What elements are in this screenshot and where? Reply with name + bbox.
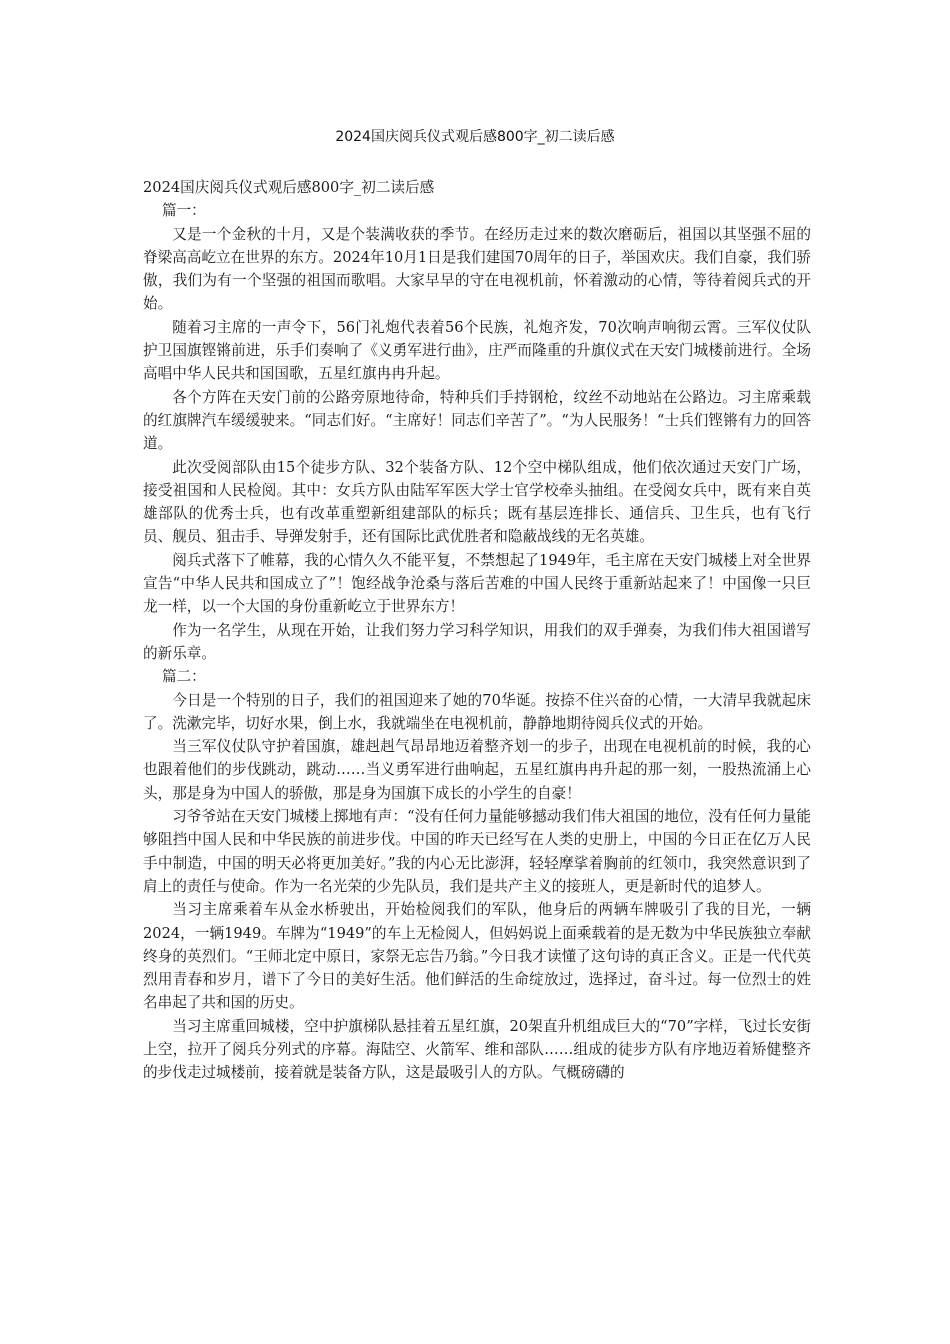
document-body	[143, 176, 811, 1085]
paragraph: 阅兵式落下了帷幕，我的心情久久不能平复，不禁想起了1949年，毛主席在天安门城楼上对全世界宣告“中华人民共和国成立了”！饱经战争沧桑与落后苦难的中国人民终于重新站起来了！中国像一只巨龙一样，以一个大国的身份重新屹立于世界东方！	[143, 551, 811, 616]
paragraph: 随着习主席的一声令下，56门礼炮代表着56个民族，礼炮齐发，70次响声响彻云霄。三军仪仗队护卫国旗铿锵前进，乐手们奏响了《义勇军进行曲》，庄严而隆重的升旗仪式在天安门城楼前进行。全场高唱中华人民共和国国歌，五星红旗冉冉升起。	[143, 318, 811, 383]
paragraph: 当习主席乘着车从金水桥驶出，开始检阅我们的军队，他身后的两辆车牌吸引了我的目光，一辆2024，一辆1949。车牌为“1949”的车上无检阅人，但妈妈说上面乘载着的是无数为中华民族独立奉献终身的英烈们。“王师北定中原日，家祭无忘告乃翁。”今日我才读懂了这句诗的真正含义。正是一代代英烈用青春和岁月，谱下了今日的美好生活。他们鲜活的生命绽放过，选择过，奋斗过。每一位烈士的姓名串起了共和国的历史。	[143, 901, 811, 1012]
paragraph: 又是一个金秋的十月，又是个装满收获的季节。在经历走过来的数次磨砺后，祖国以其坚强不屈的脊梁高高屹立在世界的东方。2024年10月1日是我们建国70周年的日子，举国欢庆。我们自豪，我们骄傲，我们为有一个坚强的祖国而歌唱。大家早早的守在电视机前，怀着激动的心情，等待着阅兵式的开始。	[143, 225, 811, 313]
paragraph: 当三军仪仗队守护着国旗，雄赳赳气昂昂地迈着整齐划一的步子，出现在电视机前的时候，我的心也跟着他们的步伐跳动，跳动……当义勇军进行曲响起，五星红旗冉冉升起的那一刻，一股热流涌上心头，那是身为中国人的骄傲，那是身为国旗下成长的小学生的自豪！	[143, 738, 811, 802]
paragraph: 各个方阵在天安门前的公路旁原地待命，特种兵们手持钢枪，纹丝不动地站在公路边。习主席乘载的红旗牌汽车缓缓驶来。“同志们好。“主席好！同志们辛苦了”。“为人民服务！“士兵们铿锵有力的回答道。	[143, 388, 811, 453]
paragraph: 作为一名学生，从现在开始，让我们努力学习科学知识，用我们的双手弹奏，为我们伟大祖国谱写的新乐章。	[143, 621, 811, 662]
paragraph: 今日是一个特别的日子，我们的祖国迎来了她的70华诞。按捺不住兴奋的心情，一大清早我就起床了。洗漱完毕，切好水果，倒上水，我就端坐在电视机前，静静地期待阅兵仪式的开始。	[143, 691, 811, 732]
paragraph: 习爷爷站在天安门城楼上掷地有声：“没有任何力量能够撼动我们伟大祖国的地位，没有任何力量能够阻挡中国人民和中华民族的前进步伐。中国的昨天已经写在人类的史册上，中国的今日正在亿万人民手中制造，中国的明天必将更加美好。”我的内心无比澎湃，轻轻摩挲着胸前的红领巾，我突然意识到了肩上的责任与使命。作为一名光荣的少先队员，我们是共产主义的接班人，更是新时代的追梦人。	[143, 808, 811, 895]
section-heading: 篇一：	[161, 202, 206, 220]
section-heading: 篇二：	[161, 668, 206, 686]
paragraph: 当习主席重回城楼，空中护旗梯队悬挂着五星红旗，20架直升机组成巨大的“70”字样，飞过长安街上空，拉开了阅兵分列式的序幕。海陆空、火箭军、维和部队……组成的徒步方队有序地迈着矫健整齐的步伐走过城楼前，接着就是装备方队，这是最吸引人的方队。气概磅礴的	[143, 1017, 811, 1082]
document-title: 2024国庆阅兵仪式观后感800字_初二读后感	[335, 129, 615, 145]
document-subtitle: 2024国庆阅兵仪式观后感800字_初二读后感	[143, 179, 435, 196]
paragraph: 此次受阅部队由15个徒步方队、32个装备方队、12个空中梯队组成，他们依次通过天安门广场，接受祖国和人民检阅。其中：女兵方队由陆军军医大学士官学校牵头抽组。在受阅女兵中，既有来自英雄部队的优秀士兵，也有改革重塑新组建部队的标兵；既有基层连排长、通信兵、卫生兵，也有飞行员、舰员、狙击手、导弹发射手，还有国际比武优胜者和隐蔽战线的无名英雄。	[143, 458, 811, 546]
